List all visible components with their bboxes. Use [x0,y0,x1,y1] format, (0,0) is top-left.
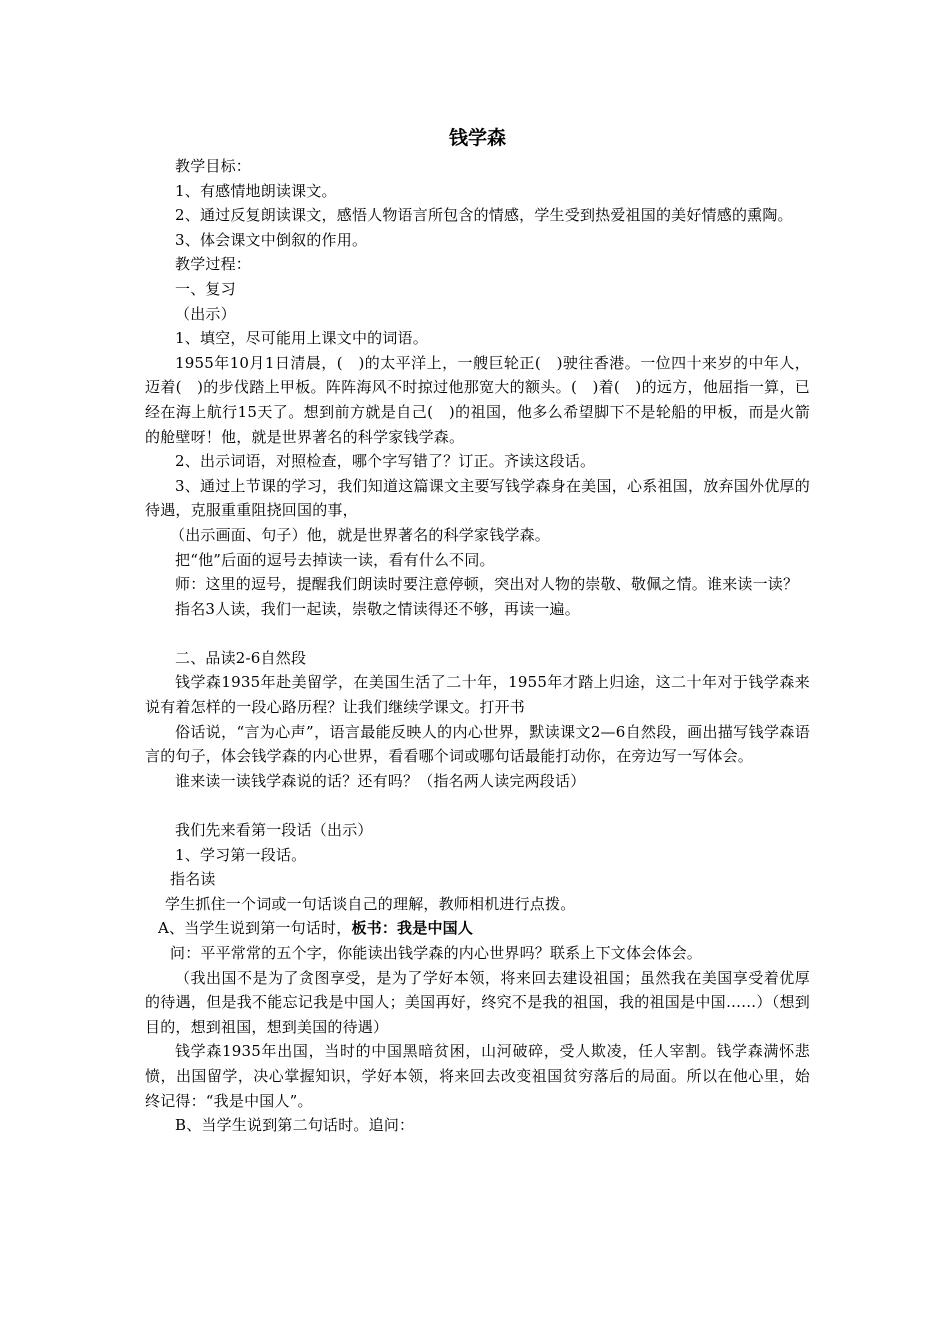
paragraph [145,916,810,941]
document-title: 钱学森 [448,127,506,149]
board-note: 板书：我是中国人 [351,919,474,938]
paragraph: （我出国不是为了贪图享受，是为了学好本领，将来回去建设祖国；虽然我在美国享受着优厚的待遇，但是我不能忘记我是中国人；美国再好，终究不是我的祖国，我的祖国是中国……）（想到目的，想到祖国，想到美国的待遇） [145,968,810,1036]
paragraph: 钱学森1935年赴美留学，在美国生活了二十年，1955年才踏上归途，这二十年对于钱学森来说有着怎样的一段心路历程？让我们继续学课文。打开书 [145,673,810,717]
paragraph: 3、通过上节课的学习，我们知道这篇课文主要写钱学森身在美国，心系祖国，放弃国外优厚的待遇，克服重重阻挠回国的事， [145,476,810,520]
paragraph: 一、复习 [175,279,236,298]
paragraph-text: A、当学生说到第一句话时， [158,919,352,938]
paragraph: 2、出示词语，对照检查，哪个字写错了？订正。齐读这段话。 [175,452,596,471]
paragraph: 把“他”后面的逗号去掉读一读，看有什么不同。 [175,550,495,569]
paragraph: 教学目标： [175,157,252,175]
paragraph: 1、有感情地朗读课文。 [175,181,337,200]
paragraph: 钱学森1935年出国，当时的中国黑暗贫困，山河破碎，受人欺凌，任人宰割。钱学森满怀悲愤，出国留学，决心掌握知识，学好本领，将来回去改变祖国贫穷落后的局面。所以在他心里，始终记得：“我是中国人”。 [145,1042,810,1110]
paragraph: 3、体会课文中倒叙的作用。 [175,230,368,249]
paragraph: 1、填空，尽可能用上课文中的词语。 [175,329,428,348]
paragraph: 俗话说，“言为心声”，语言最能反映人的内心世界，默读课文2—6自然段，画出描写钱学森语言的句子，体会钱学森的内心世界，看看哪个词或哪句话最能打动你，在旁边写一写体会。 [145,722,810,766]
paragraph: 我们先来看第一段话（出示） [175,821,373,840]
paragraph: 谁来读一读钱学森说的话？还有吗？（指名两人读完两段话） [175,771,586,790]
paragraph: （出示画面、句子）他，就是世界著名的科学家钱学森。 [170,525,551,544]
blank-line [145,621,810,646]
paragraph: 2、通过反复朗读课文，感悟人物语言所包含的情感，学生受到热爱祖国的美好情感的熏陶。 [175,206,793,225]
paragraph: 指名3人读，我们一起读，崇敬之情读得还不够，再读一遍。 [175,599,580,618]
paragraph: 教学过程： [175,255,252,274]
paragraph: 问：平平常常的五个字，你能读出钱学森的内心世界吗？联系上下文体会体会。 [170,944,703,962]
blank-line [145,793,810,818]
paragraph: 师：这里的逗号，提醒我们朗读时要注意停顿，突出对人物的崇敬、敬佩之情。谁来读一读？ [175,575,799,594]
paragraph: B、当学生说到第二句话时。追问： [175,1116,415,1135]
paragraph: 1、学习第一段话。 [175,845,307,864]
paragraph: （出示） [175,304,236,323]
document-page [145,122,810,1138]
paragraph: 二、品读2-6自然段 [175,648,307,667]
paragraph: 1955年10月1日清晨，( )的太平洋上，一艘巨轮正( )驶往香港。一位四十来岁的中年人，迈着( )的步伐踏上甲板。阵阵海风不时掠过他那宽大的额头。( )着( )的远方，他屈指一算，已经在海上航行15天了。想到前方就是自己( )的祖国，他多么希望脚下不是轮船的甲板，而是火箭的舱壁呀！他，就是世界著名的科学家钱学森。 [145,353,810,446]
paragraph: 指名读 [170,870,216,889]
paragraph: 学生抓住一个词或一句话谈自己的理解，教师相机进行点拨。 [165,894,576,913]
